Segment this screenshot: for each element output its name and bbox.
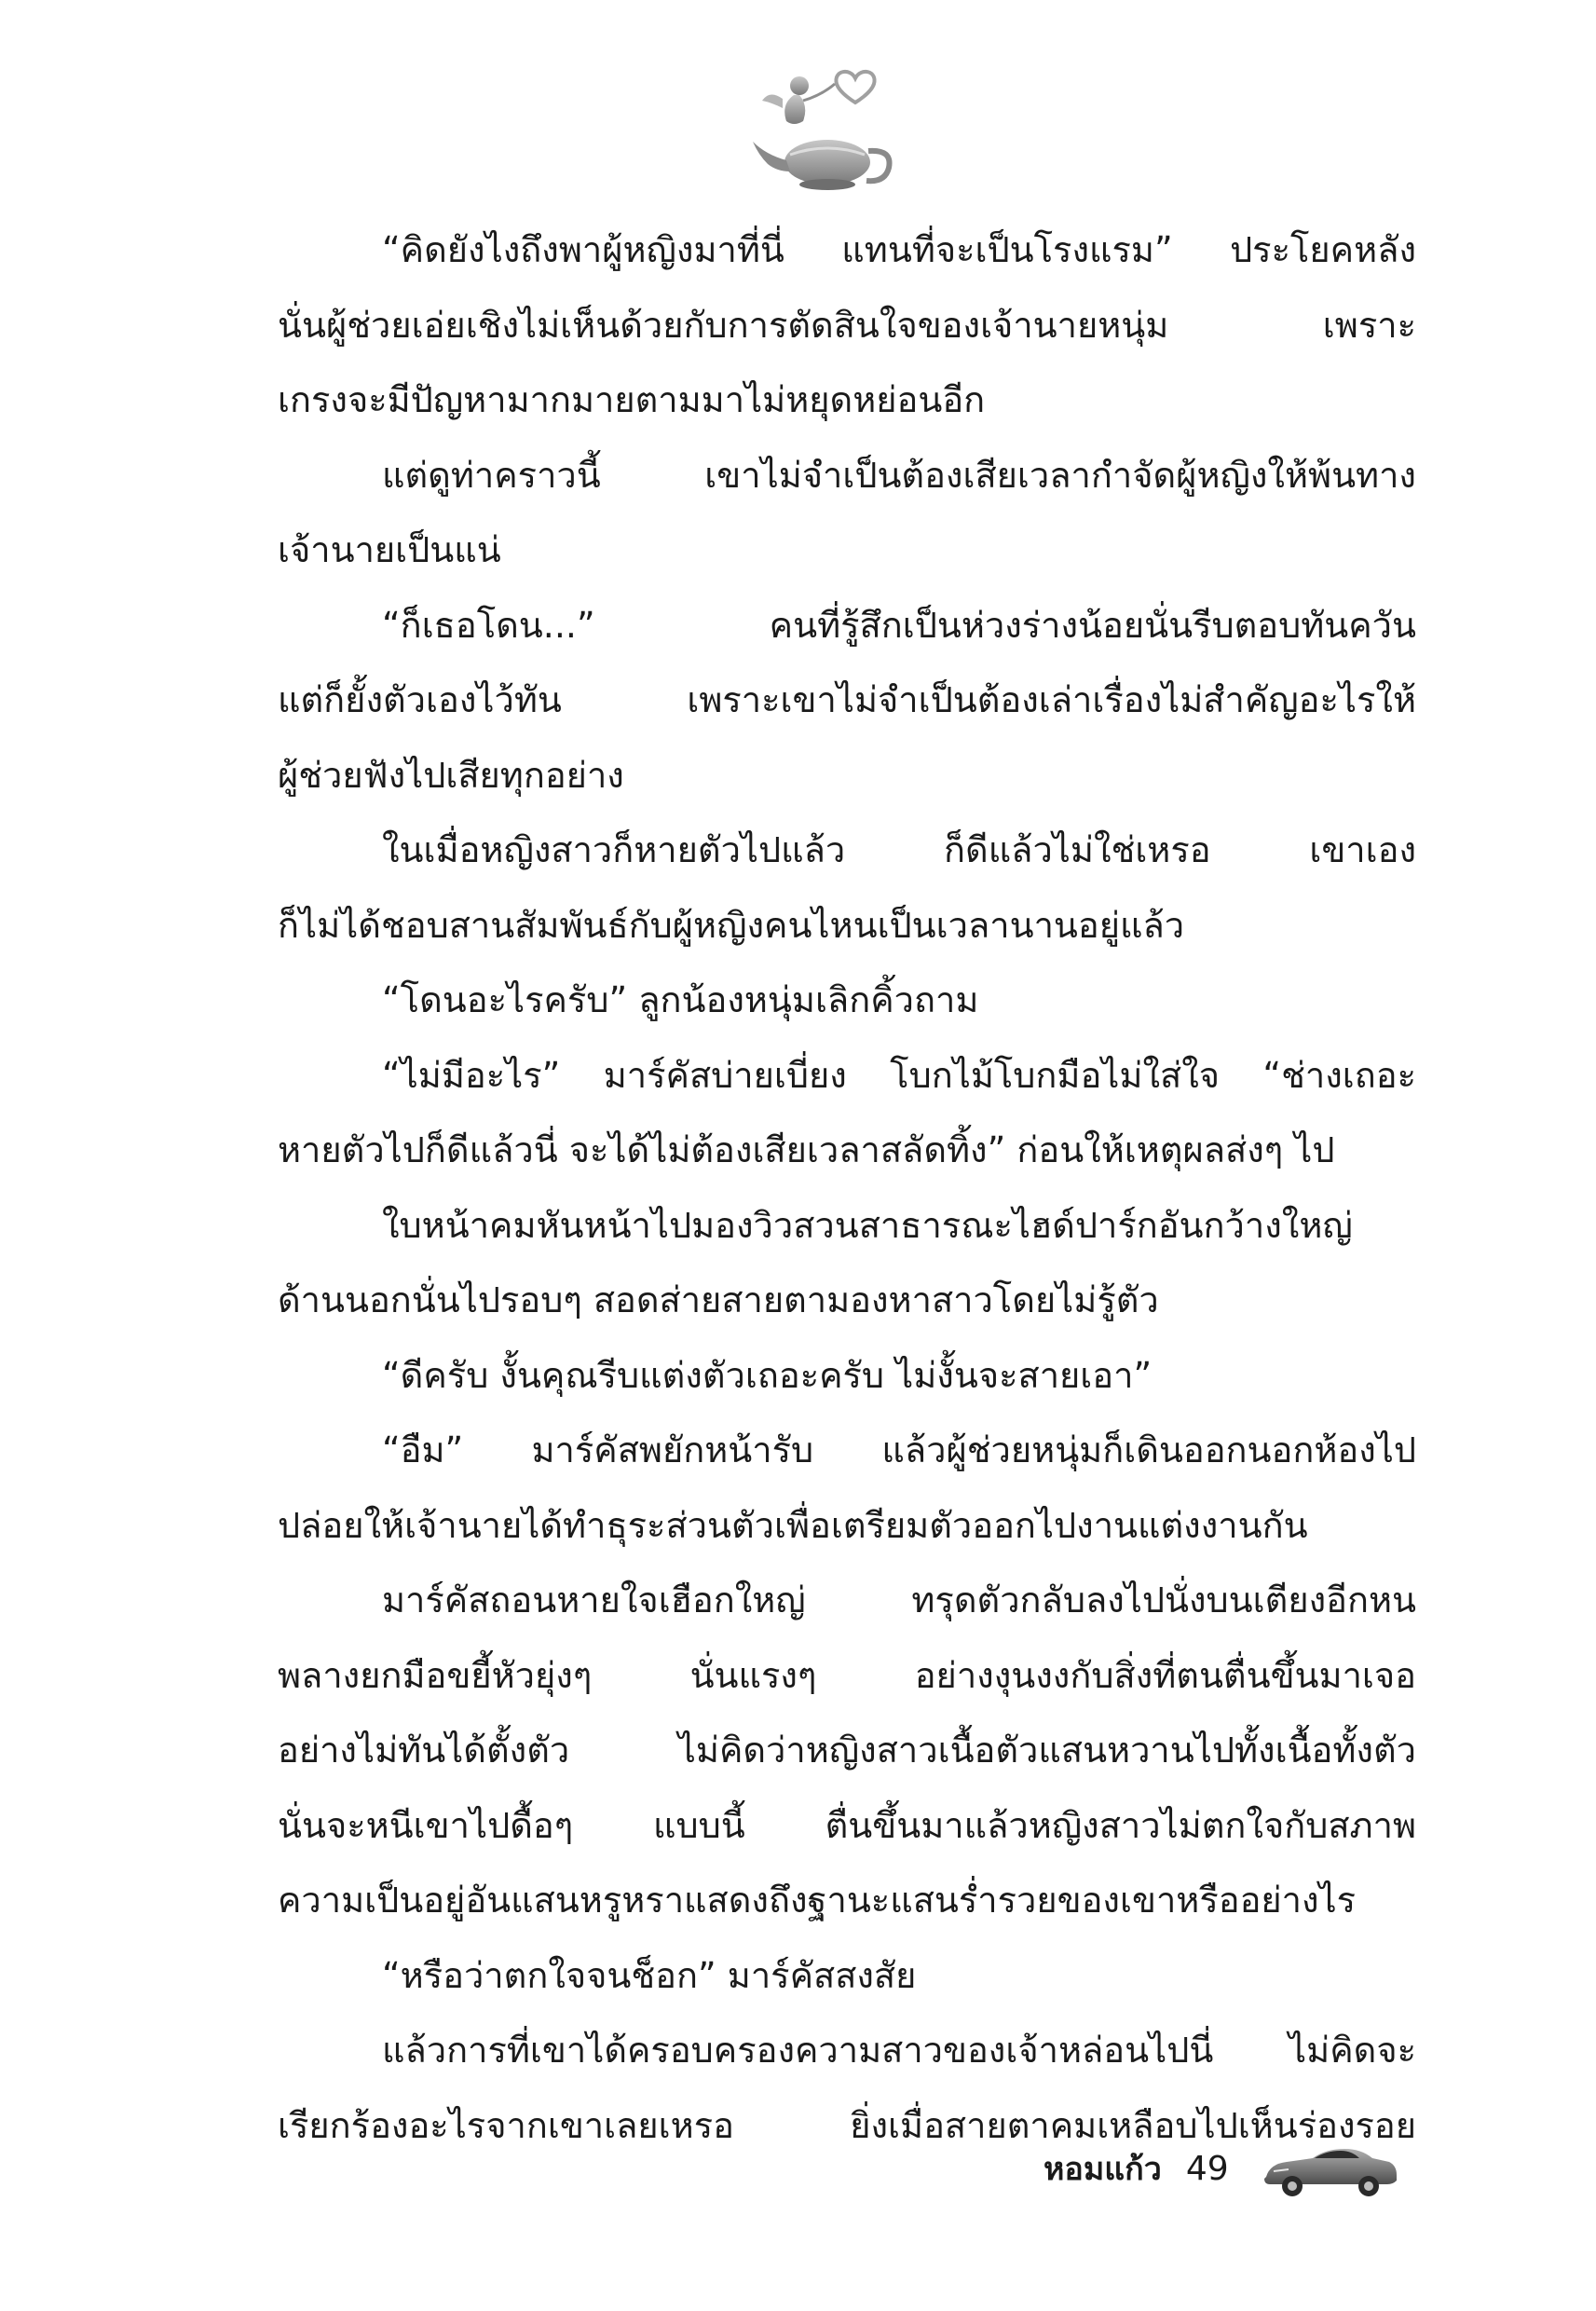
text-line: ในเมื่อหญิงสาวก็หายตัวไปแล้ว ก็ดีแล้วไม่ใช่เหรอ เขาเอง bbox=[382, 829, 1416, 870]
text-line: แต่ก็ยั้งตัวเองไว้ทัน เพราะเขาไม่จำเป็นต้องเล่าเรื่องไม่สำคัญอะไรให้ bbox=[278, 679, 1416, 720]
text-line: พลางยกมือขยี้หัวยุ่งๆ นั่นแรงๆ อย่างงุนงงกับสิ่งที่ตนตื่นขึ้นมาเจอ bbox=[278, 1654, 1416, 1696]
text-line: เจ้านายเป็นแน่ bbox=[278, 529, 501, 570]
text-line: นั่นจะหนีเขาไปดื้อๆ แบบนี้ ตื่นขึ้นมาแล้วหญิงสาวไม่ตกใจกับสภาพ bbox=[278, 1804, 1416, 1846]
page-number: 49 bbox=[1185, 2149, 1229, 2188]
text-line: เรียกร้องอะไรจากเขาเลยเหรอ ยิ่งเมื่อสายตาคมเหลือบไปเห็นร่องรอย bbox=[278, 2104, 1416, 2146]
text-line: แต่ดูท่าคราวนี้ เขาไม่จำเป็นต้องเสียเวลากำจัดผู้หญิงให้พ้นทาง bbox=[382, 454, 1416, 496]
text-line: ใบหน้าคมหันหน้าไปมองวิวสวนสาธารณะไฮด์ปาร์กอันกว้างใหญ่ bbox=[382, 1204, 1353, 1246]
text-line: อย่างไม่ทันได้ตั้งตัว ไม่คิดว่าหญิงสาวเนื้อตัวแสนหวานไปทั้งเนื้อทั้งตัว bbox=[278, 1730, 1416, 1771]
text-line: “ไม่มีอะไร” มาร์คัสบ่ายเบี่ยง โบกไม้โบกมือไม่ใส่ใจ “ช่างเถอะ bbox=[382, 1054, 1416, 1096]
text-line: ก็ไม่ได้ชอบสานสัมพันธ์กับผู้หญิงคนไหนเป็นเวลานานอยู่แล้ว bbox=[278, 904, 1185, 946]
text-line: “ก็เธอโดน...” คนที่รู้สึกเป็นห่วงร่างน้อยนั่นรีบตอบทันควัน bbox=[382, 604, 1416, 646]
convertible-car-icon bbox=[1261, 2136, 1400, 2201]
text-line: ผู้ช่วยฟังไปเสียทุกอย่าง bbox=[278, 754, 624, 796]
teapot-cupid-ornament-icon bbox=[742, 58, 909, 198]
page-footer bbox=[1044, 2136, 1400, 2201]
text-line: “โดนอะไรครับ” ลูกน้องหนุ่มเลิกคิ้วถาม bbox=[382, 979, 979, 1020]
text-line: “อืม” มาร์คัสพยักหน้ารับ แล้วผู้ช่วยหนุ่มก็เดินออกนอกห้องไป bbox=[382, 1429, 1416, 1470]
text-line: ความเป็นอยู่อันแสนหรูหราแสดงถึงฐานะแสนร่ำรวยของเขาหรืออย่างไร bbox=[278, 1880, 1357, 1921]
text-line: “หรือว่าตกใจจนช็อก” มาร์คัสสงสัย bbox=[382, 1954, 917, 1996]
text-line: แล้วการที่เขาได้ครอบครองความสาวของเจ้าหล่อนไปนี่ ไม่คิดจะ bbox=[382, 2030, 1416, 2071]
text-line: มาร์คัสถอนหายใจเฮือกใหญ่ ทรุดตัวกลับลงไปนั่งบนเตียงอีกหน bbox=[382, 1579, 1416, 1620]
text-line: ปล่อยให้เจ้านายได้ทำธุระส่วนตัวเพื่อเตรียมตัวออกไปงานแต่งงานกัน bbox=[278, 1504, 1308, 1546]
body-text bbox=[278, 212, 1416, 2163]
text-line: ด้านนอกนั่นไปรอบๆ สอดส่ายสายตามองหาสาวโดยไม่รู้ตัว bbox=[278, 1279, 1159, 1320]
text-line: “คิดยังไงถึงพาผู้หญิงมาที่นี่ แทนที่จะเป็นโรงแรม” ประโยคหลัง bbox=[382, 229, 1416, 270]
book-title: หอมแก้ว bbox=[1044, 2151, 1162, 2188]
text-line: เกรงจะมีปัญหามากมายตามมาไม่หยุดหย่อนอีก bbox=[278, 379, 986, 420]
text-line: “ดีครับ งั้นคุณรีบแต่งตัวเถอะครับ ไม่งั้นจะสายเอา” bbox=[382, 1354, 1153, 1396]
text-line: หายตัวไปก็ดีแล้วนี่ จะได้ไม่ต้องเสียเวลาสลัดทิ้ง” ก่อนให้เหตุผลส่งๆ ไป bbox=[278, 1129, 1335, 1170]
text-line: นั่นผู้ช่วยเอ่ยเชิงไม่เห็นด้วยกับการตัดสินใจของเจ้านายหนุ่ม เพราะ bbox=[278, 304, 1416, 346]
